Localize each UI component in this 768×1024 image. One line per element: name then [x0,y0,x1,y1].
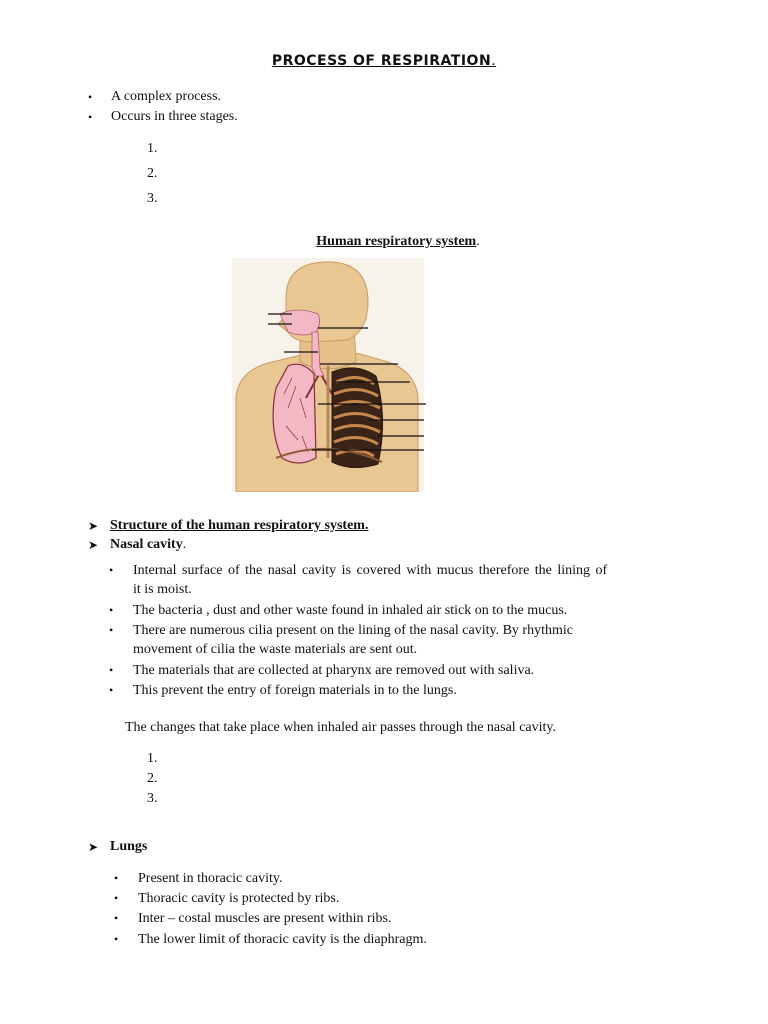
nasal-bullet-3 [133,621,573,659]
nasal-bullet-5 [133,681,457,700]
title-text: PROCESS OF RESPIRATION [271,53,492,69]
stage-item-1: 1. [147,141,158,156]
stage-item-2: 2. [147,166,158,181]
changes-item-3: 3. [147,791,158,806]
changes-item-1: 1. [147,751,158,766]
lungs-bullet-1: • Present in thoracic cavity. [138,869,282,888]
lungs-bullet-4: • The lower limit of thoracic cavity is the diaphragm. [138,930,427,949]
nasal-bullet-line: • There are numerous cilia present on the lining of the nasal cavity. By rhythmic [133,623,573,638]
intro-bullet-text: A complex process. [111,89,222,104]
figure-caption-text: Human respiratory system [316,234,477,249]
nasal-bullet-line: it is moist. [133,582,192,597]
nasal-bullet-line: • The bacteria , dust and other waste found in inhaled air stick on to the mucus. [133,603,568,618]
figure-caption-suffix: . [476,234,480,249]
changes-item-2: 2. [147,771,158,786]
arrow-bullet-icon: ➤ [88,538,99,552]
changes-text: The changes that take place when inhaled air passes through the nasal cavity. [125,720,556,735]
respiratory-system-diagram [228,258,428,492]
nasal-bullet-line: • Internal surface of the nasal cavity is covered with mucus therefore the lining of [133,563,608,578]
nasal-bullet-line: • The materials that are collected at pharynx are removed out with saliva. [133,663,535,678]
figure-caption [0,234,768,250]
arrow-bullet-icon: ➤ [88,519,99,533]
title-suffix: . [491,53,497,69]
nasal-bullet-2 [133,601,567,620]
intro-bullet-text: Occurs in three stages. [111,109,238,124]
nasal-bullet-1 [133,561,607,599]
nasal-bullet-line: movement of cilia the waste materials are sent out. [133,642,418,657]
section-nasal-suffix: . [182,537,187,552]
intro-bullet-1 [111,88,221,106]
section-lungs-text: Lungs [110,839,148,854]
section-heading-lungs [88,838,148,856]
section-heading-structure [88,517,369,535]
section-heading-nasal [88,536,187,554]
nasal-bullet-line: • This prevent the entry of foreign materials in to the lungs. [133,683,457,698]
intro-bullet-2 [111,108,238,126]
lungs-bullet-2: • Thoracic cavity is protected by ribs. [138,889,339,908]
nasal-bullet-4 [133,661,534,680]
stage-item-3: 3. [147,191,158,206]
arrow-bullet-icon: ➤ [88,840,99,854]
page-title [0,53,768,69]
lungs-bullet-3: • Inter – costal muscles are present within ribs. [138,909,391,928]
section-nasal-text: Nasal cavity [110,537,183,552]
section-structure-text: Structure of the human respiratory system. [110,518,369,533]
